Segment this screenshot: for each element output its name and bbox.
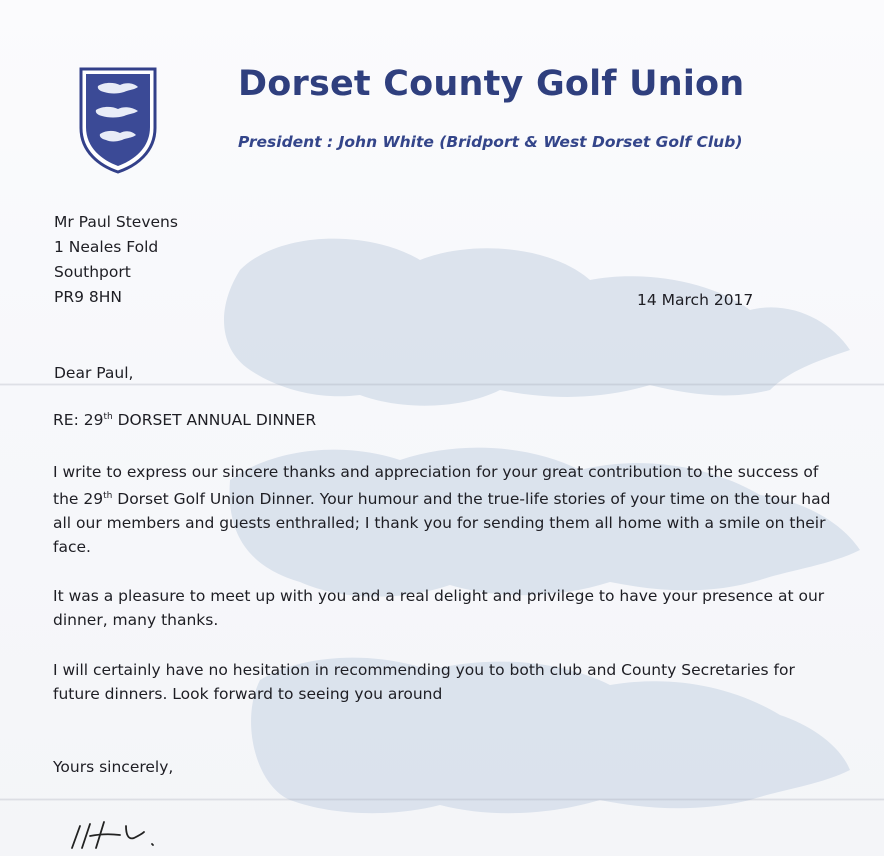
paragraph-thanks (53, 460, 843, 559)
address-line: Mr Paul Stevens (54, 213, 178, 231)
handwritten-signature-icon (60, 808, 180, 856)
subject-superscript: th (103, 411, 113, 422)
subject-suffix: DORSET ANNUAL DINNER (112, 411, 317, 429)
subject-line (53, 411, 316, 429)
address-line: PR9 8HN (54, 288, 123, 306)
paper-fold-line (0, 798, 884, 801)
address-line: Southport (54, 263, 131, 281)
paper-fold-line (0, 383, 884, 386)
organisation-president: President : John White (Bridport & West Dorset Golf Club) (238, 133, 743, 151)
closing: Yours sincerely, (53, 758, 174, 776)
three-lions-shield-icon (78, 66, 158, 174)
salutation: Dear Paul, (54, 364, 134, 382)
organisation-name: Dorset County Golf Union (238, 64, 745, 104)
paragraph-pleasure: It was a pleasure to meet up with you and a real delight and privilege to have your presence at our dinner, many thanks. (53, 587, 825, 629)
address-line: 1 Neales Fold (54, 238, 159, 256)
letter-date: 14 March 2017 (637, 291, 754, 309)
paragraph-text: I write to express our sincere thanks and appreciation for your great contribution to the success of the 29 (53, 463, 819, 509)
paragraph-recommendation: I will certainly have no hesitation in recommending you to both club and County Secretaries for future dinners. Look forward to seeing you around (53, 661, 795, 703)
subject-prefix: RE: 29 (53, 411, 104, 429)
paragraph-text: Dorset Golf Union Dinner. Your humour and the true-life stories of your time on the tour had all our members and guests enthralled; I thank you for sending them all home with a smile on their face. (53, 490, 831, 557)
paragraph-superscript: th (103, 491, 113, 501)
